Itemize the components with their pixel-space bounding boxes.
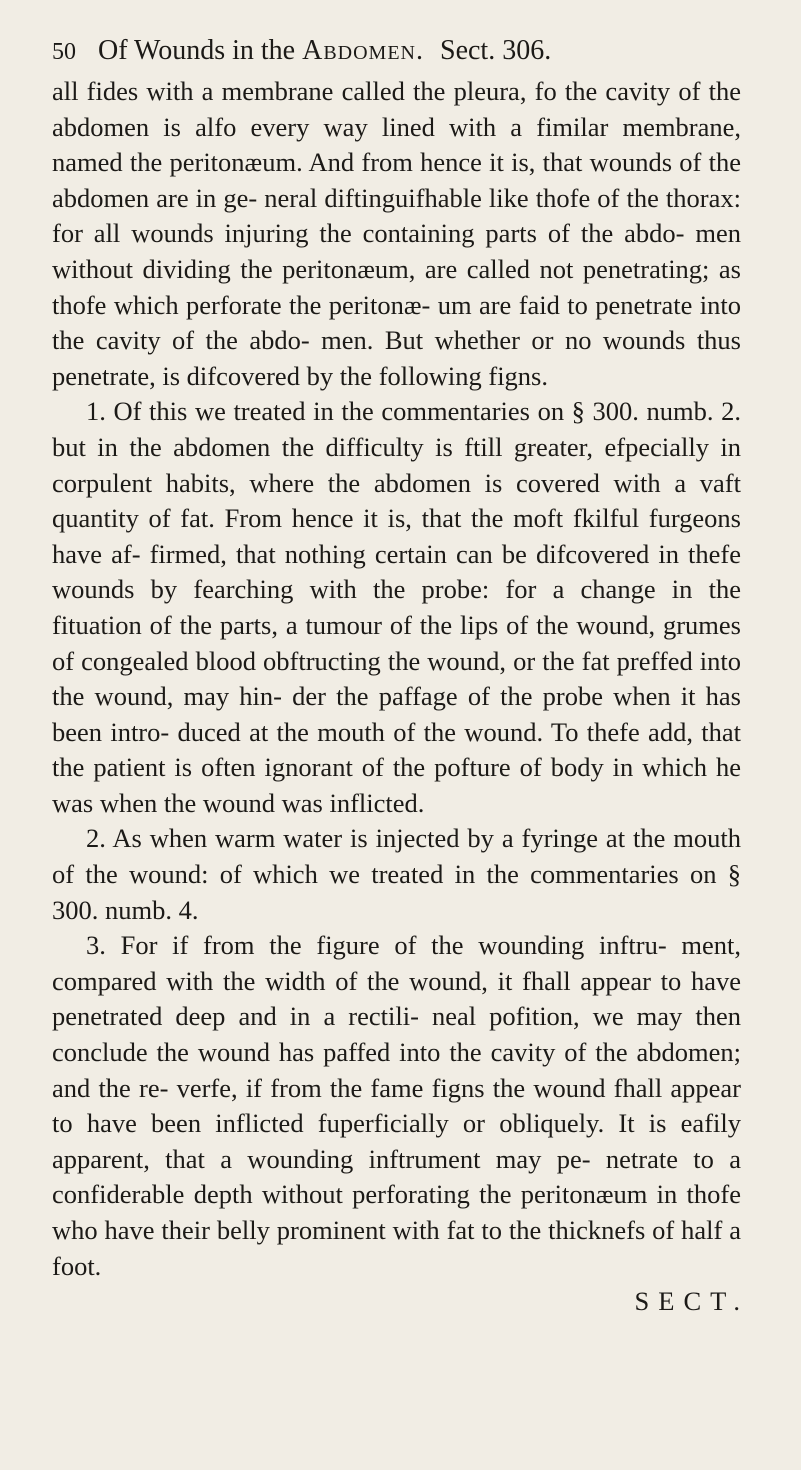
paragraph-item-2: 2. As when warm water is injected by a fyringe at the mouth of the wound: of which we treated in the commentaries on § 300. numb. 4. xyxy=(52,823,741,925)
paragraph-continuation: all fides with a membrane called the pleura, fo the cavity of the abdomen is alfo every way lined with a fimilar membrane, named the peritonæum. And from hence it is, that wounds of the abdomen are in ge- neral diftinguifhable like thofe of the thorax: for all wounds injuring the containing parts of the abdo- men without dividing the peritonæum, are called not penetrating; as thofe which perforate the peritonæ- um are faid to penetrate into the cavity of the abdo- men. But whether or no wounds thus penetrate, is difcovered by the following figns. xyxy=(52,76,741,391)
page-number: 50 xyxy=(52,39,76,65)
catchword: SECT. xyxy=(634,1286,749,1317)
running-title xyxy=(98,32,424,70)
body-text xyxy=(52,74,741,1284)
paragraph-item-3: 3. For if from the figure of the wounding inftru- ment, compared with the width of the wound, it fhall appear to have penetrated deep and in a rectili- neal pofition, we may then conclude the wound has paffed into the cavity of the abdomen; and the re- verfe, if from the fame figns the wound fhall appear to have been inflicted fuperficially or obliquely. It is eafily apparent, that a wounding inftrument may pe- netrate to a confiderable depth without perforating the peritonæum in thofe who have their belly prominent with fat to the thicknefs of half a foot. xyxy=(52,930,741,1281)
section-reference: Sect. 306. xyxy=(440,35,552,66)
paragraph-item-1: 1. Of this we treated in the commentaries on § 300. numb. 2. but in the abdomen the difficulty is ftill greater, efpecially in corpulent habits, where the abdomen is covered with a vaft quantity of fat. From hence it is, that the moft fkilful furgeons have af- firmed, that nothing certain can be difcovered in thefe wounds by fearching with the probe: for a change in the fituation of the parts, a tumour of the lips of the wound, grumes of congealed blood obftructing the wound, or the fat preffed into the wound, may hin- der the paffage of the probe when it has been intro- duced at the mouth of the wound. To thefe add, that the patient is often ignorant of the pofture of body in which he was when the wound was inflicted. xyxy=(52,396,741,818)
running-title-prefix: Of Wounds in the xyxy=(98,35,303,66)
running-title-caps: Abdomen. xyxy=(302,35,424,66)
running-head xyxy=(52,32,741,70)
